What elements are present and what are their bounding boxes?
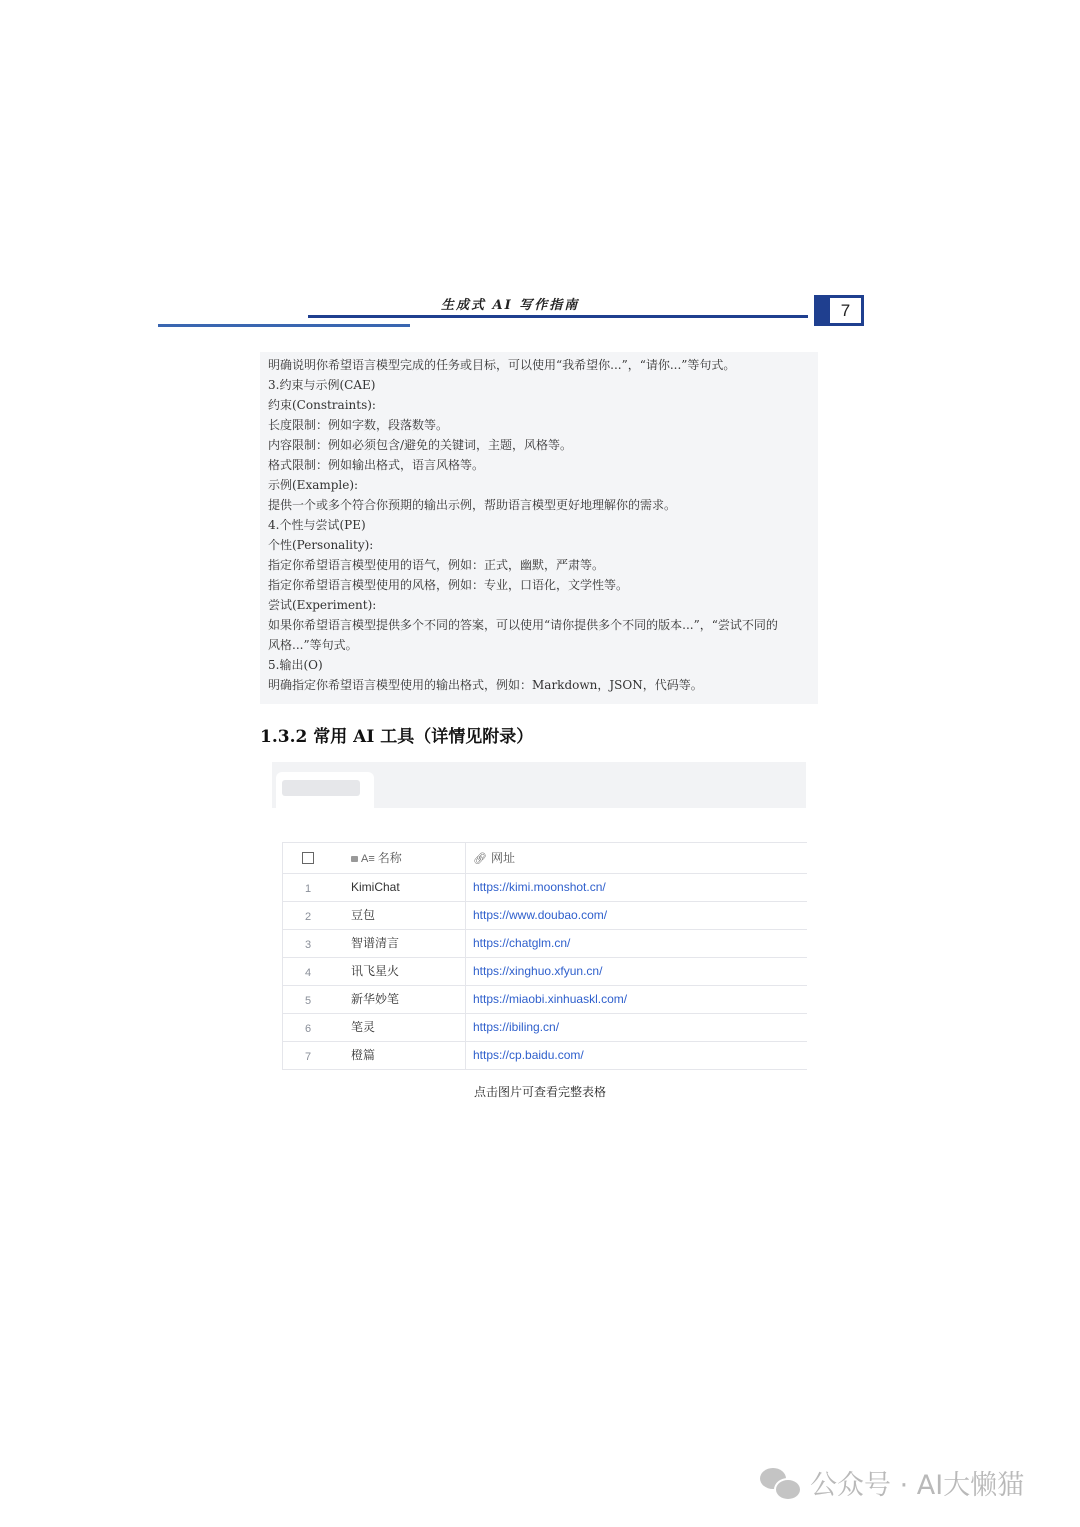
page-number-box: [814, 295, 864, 326]
header-title: 生成式 AI 写作指南: [441, 298, 580, 313]
tools-table-image[interactable]: [272, 762, 806, 1074]
prompt-line: 示例(Example):: [268, 478, 359, 492]
table-row: [283, 902, 807, 930]
column-header-url-label: 网址: [490, 851, 515, 865]
tool-name: 智谱清言: [351, 936, 400, 950]
tool-name: 新华妙笔: [351, 992, 400, 1006]
prompt-line: 指定你希望语言模型使用的语气，例如：正式，幽默，严肃等。: [268, 558, 605, 572]
link-icon: 🔗︎: [473, 853, 487, 865]
tool-name: 豆包: [351, 908, 376, 922]
page-header: [0, 0, 1080, 340]
row-index: 7: [304, 1051, 312, 1063]
tool-url-link[interactable]: https://www.doubao.com/: [465, 902, 607, 929]
select-all-cell[interactable]: [283, 843, 333, 873]
row-index: 6: [304, 1023, 312, 1035]
table-row: [283, 930, 807, 958]
tab-label-placeholder: [282, 780, 360, 796]
column-header-name: [351, 843, 402, 873]
column-header-name-label: 名称: [377, 851, 402, 865]
prompt-line: 约束(Constraints):: [268, 398, 376, 412]
prompt-line: 4.个性与尝试(PE): [268, 518, 366, 532]
prompt-framework-box: [260, 352, 818, 704]
section-heading: 1.3.2 常用 AI 工具（详情见附录）: [260, 727, 534, 747]
tool-name: KimiChat: [351, 880, 400, 894]
row-index: 5: [304, 995, 312, 1007]
page-number: 7: [830, 298, 861, 323]
table-caption: 点击图片可查看完整表格: [473, 1085, 606, 1099]
header-rule-accent: [158, 324, 410, 327]
table-row: [283, 958, 807, 986]
text-field-icon: A≡: [361, 853, 375, 865]
wechat-icon: [760, 1466, 802, 1500]
table-row: [283, 874, 807, 902]
tool-name: 笔灵: [351, 1020, 376, 1034]
tool-url-link[interactable]: https://ibiling.cn/: [465, 1014, 559, 1041]
tool-url-link[interactable]: https://cp.baidu.com/: [465, 1042, 584, 1069]
tool-name: 橙篇: [351, 1048, 376, 1062]
tool-url-link[interactable]: https://chatglm.cn/: [465, 930, 570, 957]
row-index: 2: [304, 911, 312, 923]
tool-name: 讯飞星火: [351, 964, 400, 978]
prompt-line: 5.输出(O): [268, 658, 323, 672]
prompt-line: 如果你希望语言模型提供多个不同的答案，可以使用“请你提供多个不同的版本...”，“尝试不同的: [268, 618, 778, 632]
header-rule: [308, 315, 808, 318]
row-index: 4: [304, 967, 312, 979]
prompt-line: 明确指定你希望语言模型使用的输出格式，例如：Markdown，JSON，代码等。: [268, 678, 703, 692]
watermark-text: 公众号 · AI大懒猫: [810, 1470, 1025, 1501]
table-toolbar: [272, 762, 806, 808]
prompt-line: 指定你希望语言模型使用的风格，例如：专业，口语化，文学性等。: [268, 578, 629, 592]
table-tab[interactable]: [276, 772, 374, 808]
prompt-line: 长度限制：例如字数，段落数等。: [268, 418, 449, 432]
tool-url-link[interactable]: https://xinghuo.xfyun.cn/: [465, 958, 602, 985]
prompt-line: 风格...”等句式。: [268, 638, 358, 652]
tool-url-link[interactable]: https://miaobi.xinhuaskl.com/: [465, 986, 627, 1013]
table-header-row: [283, 842, 807, 874]
prompt-line: 3.约束与示例(CAE): [268, 378, 376, 392]
prompt-line: 明确说明你希望语言模型完成的任务或目标，可以使用“我希望你...”，“请你...”等句式。: [268, 358, 736, 372]
tool-url-link[interactable]: https://kimi.moonshot.cn/: [465, 874, 606, 901]
table-row: [283, 1014, 807, 1042]
column-header-url: [465, 843, 515, 873]
checkbox-icon[interactable]: [302, 852, 314, 864]
watermark: [760, 1463, 1024, 1502]
lock-icon: [351, 856, 358, 862]
tools-table: [282, 842, 807, 1070]
prompt-line: 格式限制：例如输出格式，语言风格等。: [268, 458, 485, 472]
prompt-line: 提供一个或多个符合你预期的输出示例，帮助语言模型更好地理解你的需求。: [268, 498, 677, 512]
table-row: [283, 986, 807, 1014]
prompt-line: 内容限制：例如必须包含/避免的关键词，主题，风格等。: [268, 438, 573, 452]
prompt-line: 尝试(Experiment):: [268, 598, 377, 612]
row-index: 3: [304, 939, 312, 951]
prompt-line: 个性(Personality):: [268, 538, 374, 552]
table-row: [283, 1042, 807, 1070]
row-index: 1: [304, 883, 312, 895]
